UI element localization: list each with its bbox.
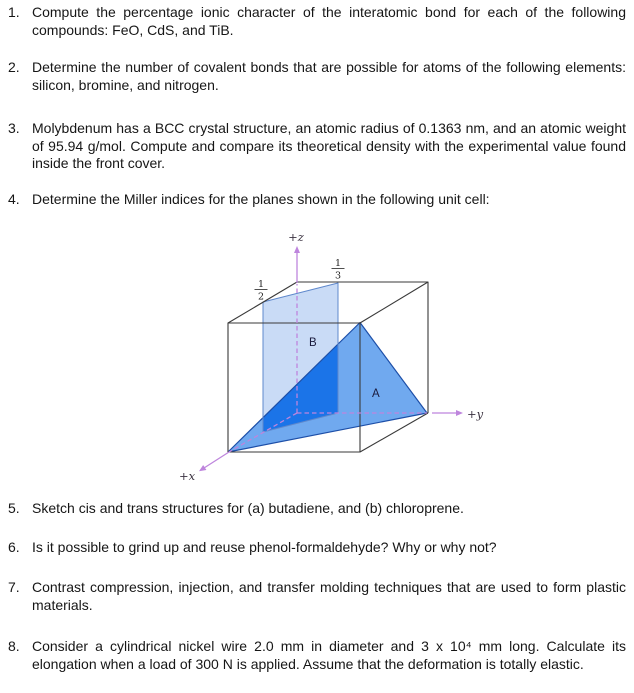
problem-text: Consider a cylindrical nickel wire 2.0 mm in diameter and 3 x 10⁴ mm long. Calculate its elongation when a load of 300 N is applied. Assume that the deformation is totally elastic. <box>32 638 626 672</box>
axis-x-label: +x <box>179 469 196 483</box>
third-denominator: 3 <box>334 270 342 282</box>
problem-item-3 <box>0 120 634 173</box>
problem-text: Sketch cis and trans structures for (a) butadiene, and (b) chloroprene. <box>32 500 464 516</box>
problem-number: 7. <box>8 579 20 595</box>
problem-item-4 <box>0 191 634 209</box>
half-numerator: 1 <box>257 279 265 290</box>
third-numerator: 1 <box>334 258 342 269</box>
problem-text: Molybdenum has a BCC crystal structure, an atomic radius of 0.1363 nm, and an atomic weight of 95.94 g/mol. Compute and compare its theoretical density with the experimental value found inside the front cover. <box>32 120 626 171</box>
problem-number: 6. <box>8 539 20 555</box>
problem-text: Contrast compression, injection, and transfer molding techniques that are used to form plastic materials. <box>32 579 626 613</box>
plane-b-label: B <box>309 337 317 349</box>
problem-text: Is it possible to grind up and reuse phenol-formaldehyde? Why or why not? <box>32 539 497 555</box>
axis-z-label: +z <box>288 230 304 244</box>
problem-item-5 <box>0 500 634 518</box>
plane-a-label: A <box>372 388 380 400</box>
problem-text: Determine the number of covalent bonds that are possible for atoms of the following elements: silicon, bromine, and nitrogen. <box>32 59 626 93</box>
problem-item-8 <box>0 638 634 673</box>
problem-number: 5. <box>8 500 20 516</box>
unit-cell-diagram <box>160 226 500 490</box>
intercept-third-label <box>332 258 345 282</box>
axis-y-label: +y <box>467 407 484 421</box>
problem-number: 3. <box>8 120 20 136</box>
problem-item-6 <box>0 539 634 557</box>
problem-text: Compute the percentage ionic character of the interatomic bond for each of the following compounds: FeO, CdS, and TiB. <box>32 4 626 38</box>
problem-number: 4. <box>8 191 20 207</box>
problem-item-1 <box>0 4 634 39</box>
x-axis-arrow <box>204 452 229 468</box>
problem-number: 1. <box>8 4 20 20</box>
half-denominator: 2 <box>257 291 265 303</box>
problem-item-7 <box>0 579 634 614</box>
problem-number: 8. <box>8 638 20 654</box>
intercept-half-label <box>255 279 268 303</box>
problem-text: Determine the Miller indices for the planes shown in the following unit cell: <box>32 191 490 207</box>
problem-number: 2. <box>8 59 20 75</box>
problem-item-2 <box>0 59 634 94</box>
